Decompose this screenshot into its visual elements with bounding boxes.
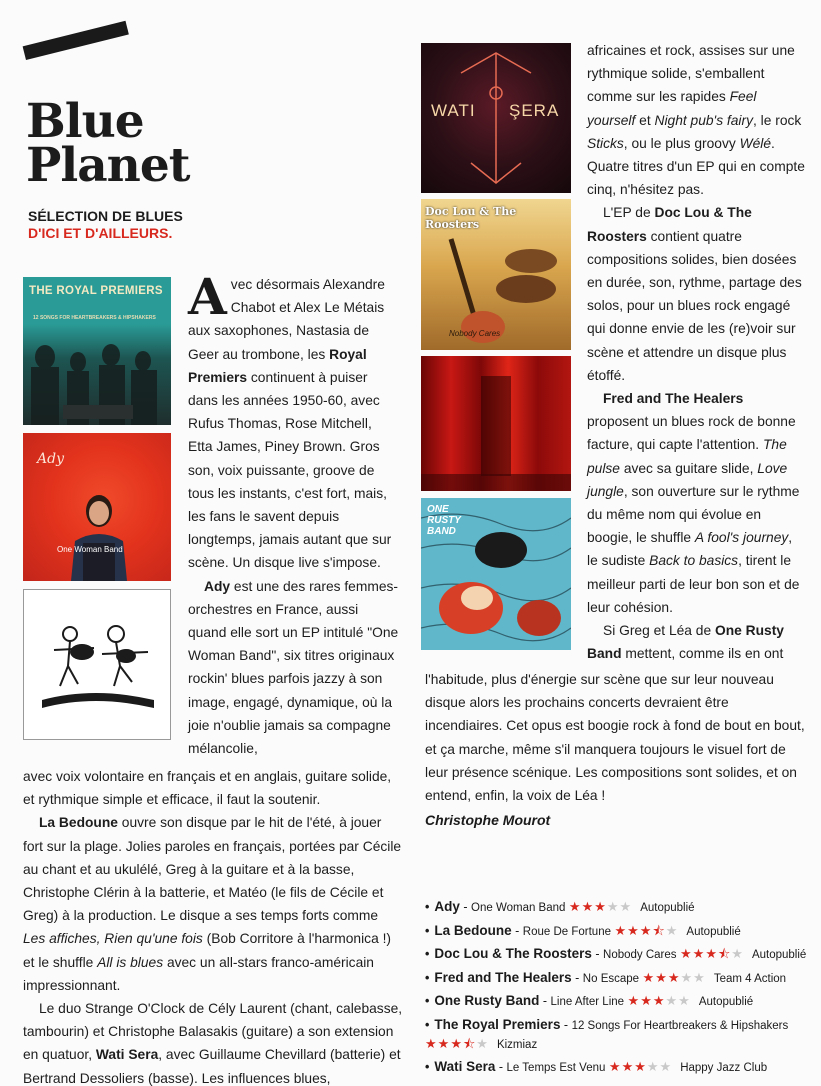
band-photo-illustration (23, 277, 171, 425)
title-line-1: Blue (26, 94, 144, 149)
star-icon: ★ (640, 993, 653, 1009)
article-column-left-top (188, 267, 399, 760)
name-ady: Ady (204, 578, 231, 594)
bullet: • (425, 923, 430, 938)
name-la-bedoune: La Bedoune (39, 815, 118, 831)
star-icon: ★ (437, 1035, 451, 1051)
cover-royal-premiers (23, 277, 171, 425)
star-icon: ★ (665, 993, 679, 1009)
bullet: • (425, 994, 430, 1009)
star-icon: ★ (614, 922, 628, 938)
cover-one-rusty-band (421, 498, 571, 650)
rating-artist: Doc Lou & The Roosters (434, 946, 592, 962)
star-icon: ★ (425, 1035, 438, 1051)
rating-album: No Escape (582, 972, 640, 985)
rating-item: • Ady - One Woman Band ★★★★★ Autopublié (425, 899, 695, 914)
star-icon: ★ (639, 922, 653, 938)
star-icon: ⯪ (462, 1035, 477, 1051)
rating-artist: Wati Sera (434, 1058, 496, 1074)
rating-artist: Ady (434, 899, 460, 914)
name-fred-healers: Fred and The Healers (603, 391, 744, 407)
subtitle-line-1: SÉLECTION DE BLUES (28, 208, 183, 224)
article-column-left-bottom (23, 765, 403, 1086)
star-rating (680, 946, 744, 961)
cover-doc-lou (421, 199, 571, 350)
rating-item: • One Rusty Band - Line After Line ★★★★★ Autopublié (425, 993, 754, 1009)
star-icon: ★ (678, 993, 691, 1009)
drop-cap: A (188, 267, 227, 326)
star-icon: ⯪ (717, 946, 732, 962)
rating-album: 12 Songs For Heartbreakers & Hipshakers (571, 1019, 789, 1032)
cover-wati-sera (421, 43, 571, 193)
name-royal-premiers: Royal Premiers (188, 346, 367, 385)
star-icon: ★ (608, 1058, 622, 1074)
rating-label: Autopublié (698, 996, 754, 1009)
guitar-boots-illustration (421, 199, 571, 350)
cover-ady-signature: Ady (37, 451, 64, 467)
star-rating (643, 970, 706, 985)
rating-label: Team 4 Action (713, 972, 787, 985)
header-bar (23, 21, 129, 60)
star-icon: ★ (594, 899, 607, 914)
rating-label: Happy Jazz Club (680, 1061, 768, 1074)
star-icon: ★ (646, 1058, 660, 1074)
rating-item: • Fred and The Healers - No Escape ★★★★★ Team 4 Action (425, 969, 787, 985)
cover-la-bedoune (23, 589, 171, 740)
star-icon: ★ (627, 922, 640, 938)
star-icon: ★ (652, 993, 666, 1009)
paragraph-ady-end: avec voix volontaire en français et en anglais, guitare solide, et rythmique simple et efficace, il faut la soutenir. (23, 769, 392, 808)
ady-portrait-illustration (23, 433, 171, 581)
star-icon: ★ (634, 1058, 647, 1074)
star-icon: ★ (659, 1058, 673, 1074)
paragraph-doc-lou: L'EP de Doc Lou & The Roosters contient quatre compositions solides, bien dosées en durée, son, rythme, partage des solos, pour un blues rock engagé qui donne envie de les (re)voir sur scène et attendre un disque plus étoffé. (587, 205, 802, 383)
rating-album: Le Temps Est Venu (506, 1061, 606, 1074)
paragraph-wati-sera: Le duo Strange O'Clock de Cély Laurent (chant, calebasse, tambourin) et Christophe Balasakis (guitare) a son extension en quatuor, Wati Sera, avec Guillaume Chevillard (batterie) et Bertrand Dessoliers (basse). Les influences blues, (23, 1001, 403, 1086)
cover-ady (23, 433, 171, 581)
author-signature: Christophe Mourot (425, 812, 551, 828)
star-rating (628, 993, 691, 1008)
star-icon: ★ (731, 946, 744, 962)
subtitle-line-2: D'ICI ET D'AILLEURS. (28, 225, 173, 241)
star-icon: ★ (667, 969, 681, 985)
rating-item: • La Bedoune - Roue De Fortune ★★★⯪★ Autopublié (425, 922, 741, 938)
cover-royal-band: THE ROYAL PREMIERS (29, 285, 163, 297)
star-rating (609, 1059, 672, 1074)
star-icon: ★ (705, 946, 718, 962)
star-icon: ★ (476, 1035, 489, 1051)
page-title (26, 94, 226, 193)
page-subtitle (28, 208, 228, 242)
star-icon: ★ (568, 899, 582, 914)
star-icon: ★ (665, 922, 679, 938)
article-column-right-top (587, 39, 805, 665)
cover-wati-left: WATI (431, 101, 476, 120)
star-icon: ★ (680, 946, 693, 962)
bullet: • (425, 947, 430, 962)
rating-item: • Wati Sera - Le Temps Est Venu ★★★★★ Happy Jazz Club (425, 1058, 768, 1074)
name-wati-sera: Wati Sera (95, 1047, 159, 1063)
star-icon: ★ (680, 969, 694, 985)
cover-wati-right: ŞERA (509, 101, 560, 120)
rating-artist: Fred and The Healers (434, 969, 572, 985)
star-rating (569, 899, 632, 914)
star-icon: ★ (642, 969, 656, 985)
rating-label: Autopublié (686, 925, 741, 938)
bullet: • (425, 970, 430, 985)
star-icon: ★ (606, 899, 620, 914)
star-icon: ★ (655, 969, 668, 985)
star-icon: ★ (581, 899, 595, 914)
bullet: • (425, 1017, 430, 1032)
cover-doclou-album: Nobody Cares (449, 329, 501, 338)
cover-ady-album: One Woman Band (57, 545, 123, 554)
rating-label: Autopublié (751, 949, 807, 962)
rating-artist: The Royal Premiers (434, 1016, 561, 1032)
star-icon: ⯪ (652, 922, 666, 938)
cover-fred-healers (421, 356, 571, 491)
name-one-rusty-band: One Rusty Band (587, 623, 784, 662)
paragraph-la-bedoune: La Bedoune ouvre son disque par le hit de l'été, à jouer fort sur la plage. Jolies paroles en français, portées par Cécile au chant et au ukulélé, Greg à la guitare et à la basse, Christophe Clérin à la batterie, et Matéo (le fils de Cécile et Greg) à la production. Le disque a ses temps forts comme Les affiches, Rien qu'une fois (Bob Corritore à l'harmonica !) et le shuffle All is blues avec un all-stars franco-américain impressionnant. (23, 815, 402, 993)
bullet: • (425, 900, 430, 914)
paragraph-fred-healers: Fred and The Healers proposent un blues rock de bonne facture, qui capte l'attention. The pulse avec sa guitare slide, Love jungle, son ouverture sur le rythme du même nom qui évolue en boogie, le shuffle A fool's journey, le sudiste Back to basics, tirent le meilleur parti de leur bon son et de leur cohésion. (587, 391, 800, 615)
star-rating (614, 923, 678, 938)
rating-album: Roue De Fortune (522, 925, 611, 938)
rating-item: • The Royal Premiers - 12 Songs For Heartbreakers & Hipshakers ★★★⯪★ Kizmiaz (425, 1016, 789, 1051)
paragraph-one-rusty-band: Si Greg et Léa de One Rusty Band mettent, comme ils en ont (587, 623, 784, 662)
star-icon: ★ (619, 899, 633, 914)
article-column-right-bottom (425, 668, 809, 807)
rating-label: Autopublié (640, 902, 695, 914)
name-doc-lou: Doc Lou & The Roosters (587, 205, 752, 244)
star-icon: ★ (627, 993, 641, 1009)
title-line-2: Planet (26, 138, 190, 193)
paragraph-royal-premiers: Avec désormais Alexandre Chabot et Alex Le Métais aux saxophones, Nastasia de Geer au trombone, les Royal Premiers continuent à puiser dans les années 1950-60, avec Rufus Thomas, Rose Mitchell, Etta James, Piney Brown. Gros son, voix puissante, groove de tous les instants, c'est fort, mais, les fans le savent depuis longtemps, jamais autant que sur scène. Un disque live s'impose. (188, 267, 392, 571)
rating-item: • Doc Lou & The Roosters - Nobody Cares ★★★⯪★ Autopublié (425, 946, 807, 962)
paragraph-one-rusty-band-cont: l'habitude, plus d'énergie sur scène que sur leur nouveau disque alors les prochains concerts devraient être incendiaires. Cet opus est boogie rock à fond de bout en bout, et ça marche, même s'il manquera toujours le visuel fort de leur présence scénique. Les compositions sont solides, et on entend, enfin, la voix de Léa ! (425, 672, 805, 804)
corridor-illustration (421, 356, 571, 491)
star-icon: ★ (621, 1058, 635, 1074)
ratings-list (425, 896, 815, 1080)
star-icon: ★ (693, 969, 706, 985)
rating-label: Kizmiaz (496, 1038, 538, 1051)
cover-rusty-band: ONE RUSTY BAND (427, 504, 461, 537)
bullet: • (425, 1059, 430, 1074)
la-bedoune-drawing (24, 590, 170, 739)
paragraph-wati-sera-cont: africaines et rock, assises sur une rythmique solide, s'emballent comme sur les rapides Feel yourself et Night pub's fairy, le rock Sticks, ou le plus groovy Wélé. Quatre titres d'un EP qui en compte cinq, n'hésitez pas. (587, 43, 805, 198)
rating-album: One Woman Band (471, 902, 566, 914)
paragraph-ady: Ady est une des rares femmes-orchestres en France, aussi quand elle sort un EP intitulé "One Woman Band", six titres originaux rockin' blues parfois jazzy à son image, engagé, dynamique, où la joie n'oublie jamais sa compagne mélancolie, (188, 578, 399, 757)
rating-album: Nobody Cares (603, 949, 677, 962)
rating-artist: La Bedoune (434, 922, 512, 938)
star-icon: ★ (692, 946, 706, 962)
cover-doclou-band: Doc Lou & The Roosters (425, 205, 517, 231)
rating-artist: One Rusty Band (434, 993, 540, 1009)
rating-album: Line After Line (550, 996, 625, 1009)
cover-royal-tagline: 12 SONGS FOR HEARTBREAKERS & HIPSHAKERS (33, 315, 156, 321)
star-icon: ★ (450, 1035, 463, 1051)
star-rating (425, 1036, 489, 1051)
